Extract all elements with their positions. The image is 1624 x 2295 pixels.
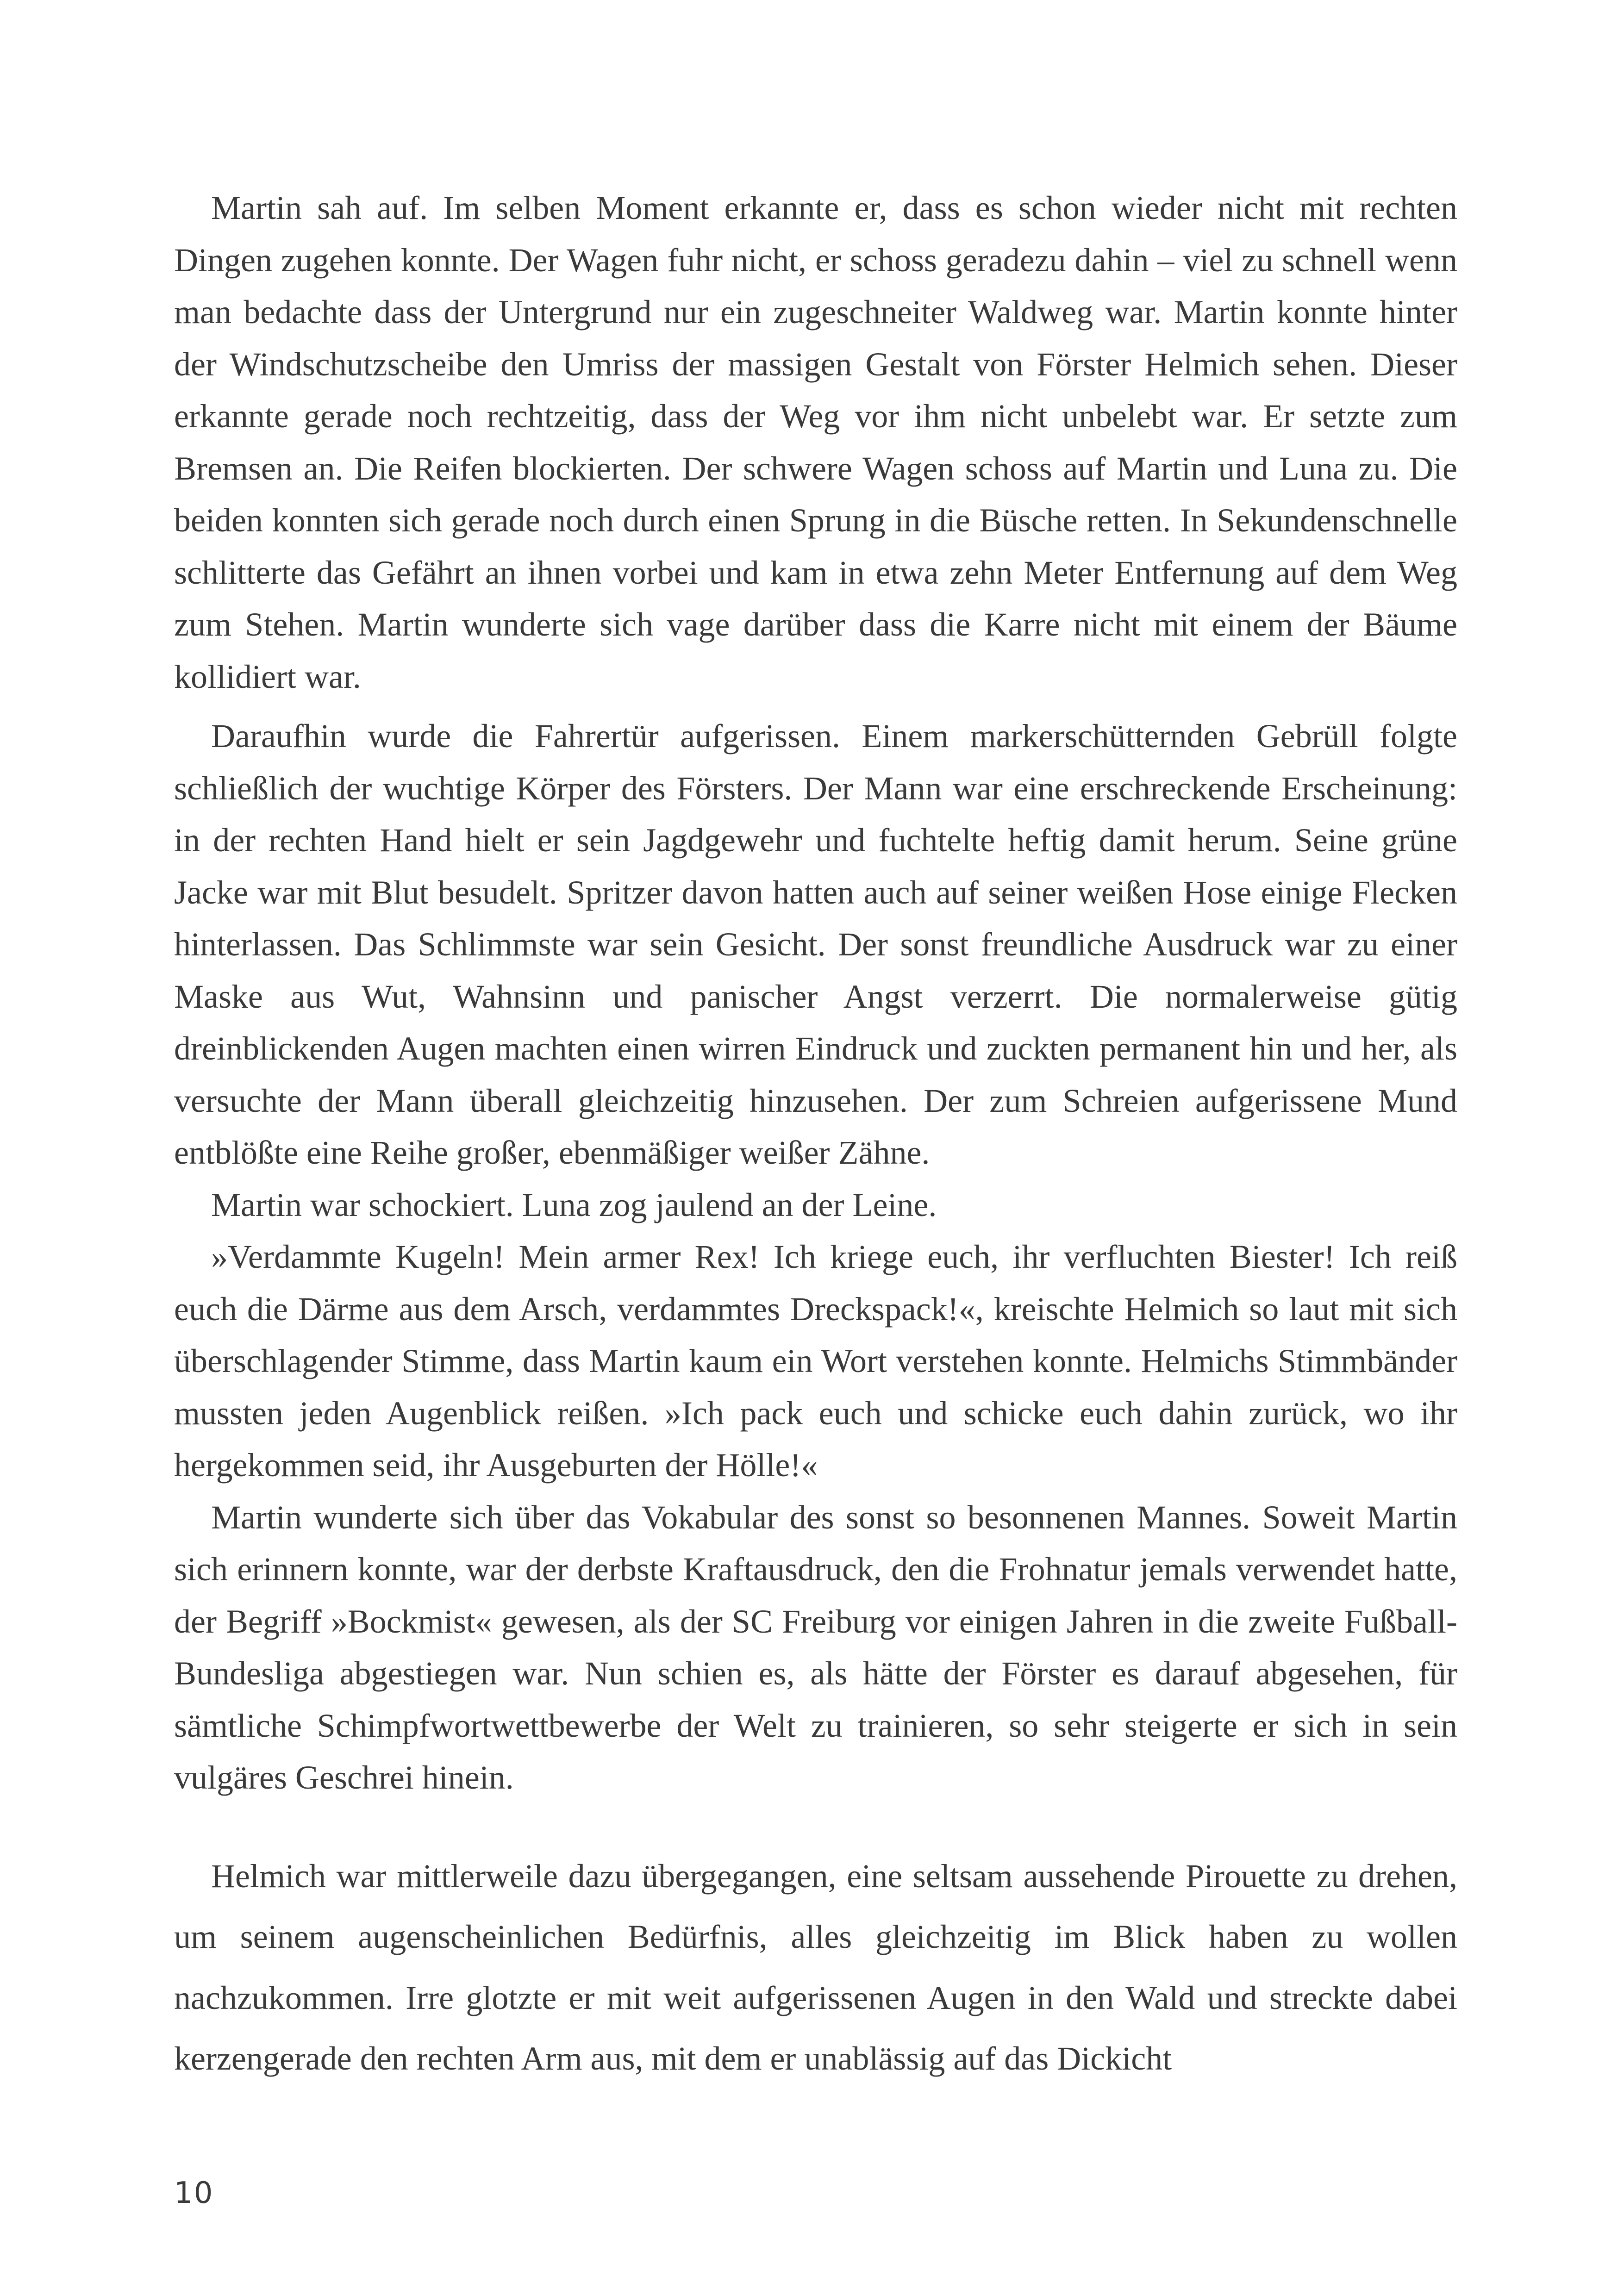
paragraph-5: Martin wunderte sich über das Vokabular des sonst so besonnenen Mannes. Soweit Martin sich erinnern konnte, war der derbste Kraftausdruck, den die Frohnatur jemals verwendet hatte, der Begriff »Bockmist« gewesen, als der SC Freiburg vor einigen Jahren in die zweite Fußball-Bundesliga abgestiegen war. Nun schien es, als hätte der Förster es darauf abgesehen, für sämtliche Schimpfwortwettbewerbe der Welt zu trainieren, so sehr steigerte er sich in sein vulgäres Geschrei hinein. [174, 1498, 1457, 1796]
paragraph-2: Daraufhin wurde die Fahrertür aufgerissen. Einem markerschütternden Gebrüll folgte schließlich der wuchtige Körper des Försters. Der Mann war eine erschreckende Erscheinung: in der rechten Hand hielt er sein Jagdgewehr und fuchtelte heftig damit herum. Seine grüne Jacke war mit Blut besudelt. Spritzer davon hatten auch auf seiner weißen Hose einige Flecken hinterlassen. Das Schlimmste war sein Gesicht. Der sonst freundliche Ausdruck war zu einer Maske aus Wut, Wahnsinn und panischer Angst verzerrt. Die normalerweise gütig dreinblickenden Augen machten einen wirren Eindruck und zuckten permanent hin und her, als versuchte der Mann überall gleichzeitig hinzusehen. Der zum Schreien aufgerissene Mund entblößte eine Reihe großer, ebenmäßiger weißer Zähne. [174, 717, 1457, 1171]
body-text-continued [174, 1846, 1457, 2089]
page-number: 10 [174, 2176, 214, 2210]
paragraph-1: Martin sah auf. Im selben Moment erkannte er, dass es schon wieder nicht mit rechten Dingen zugehen konnte. Der Wagen fuhr nicht, er schoss geradezu dahin – viel zu schnell wenn man bedachte dass der Untergrund nur ein zugeschneiter Waldweg war. Martin konnte hinter der Windschutzscheibe den Umriss der massigen Gestalt von Förster Helmich sehen. Dieser erkannte gerade noch rechtzeitig, dass der Weg vor ihm nicht unbelebt war. Er setzte zum Bremsen an. Die Reifen blockierten. Der schwere Wagen schoss auf Martin und Luna zu. Die beiden konnten sich gerade noch durch einen Sprung in die Büsche retten. In Sekundenschnelle schlitterte das Gefährt an ihnen vorbei und kam in etwa zehn Meter Entfernung auf dem Weg zum Stehen. Martin wunderte sich vage darüber dass die Karre nicht mit einem der Bäume kollidiert war. [174, 189, 1457, 695]
paragraph-6: Helmich war mittlerweile dazu übergegangen, eine seltsam aussehende Pirouette zu drehen, um seinem augenscheinlichen Bedürfnis, alles gleichzeitig im Blick haben zu wollen nachzukommen. Irre glotzte er mit weit aufgerissenen Augen in den Wald und streckte dabei kerzengerade den rechten Arm aus, mit dem er unablässig auf das Dickicht [174, 1858, 1457, 2077]
paragraph-3: Martin war schockiert. Luna zog jaulend an der Leine. [211, 1186, 937, 1223]
paragraph-4: »Verdammte Kugeln! Mein armer Rex! Ich kriege euch, ihr verfluchten Biester! Ich reiß euch die Därme aus dem Arsch, verdammtes Dreckspack!«, kreischte Helmich so laut mit sich überschlagender Stimme, dass Martin kaum ein Wort verstehen konnte. Helmichs Stimmbänder mussten jeden Augenblick reißen. »Ich pack euch und schicke euch dahin zurück, wo ihr hergekommen seid, ihr Ausgeburten der Hölle!« [174, 1238, 1457, 1484]
body-text [174, 182, 1457, 1804]
